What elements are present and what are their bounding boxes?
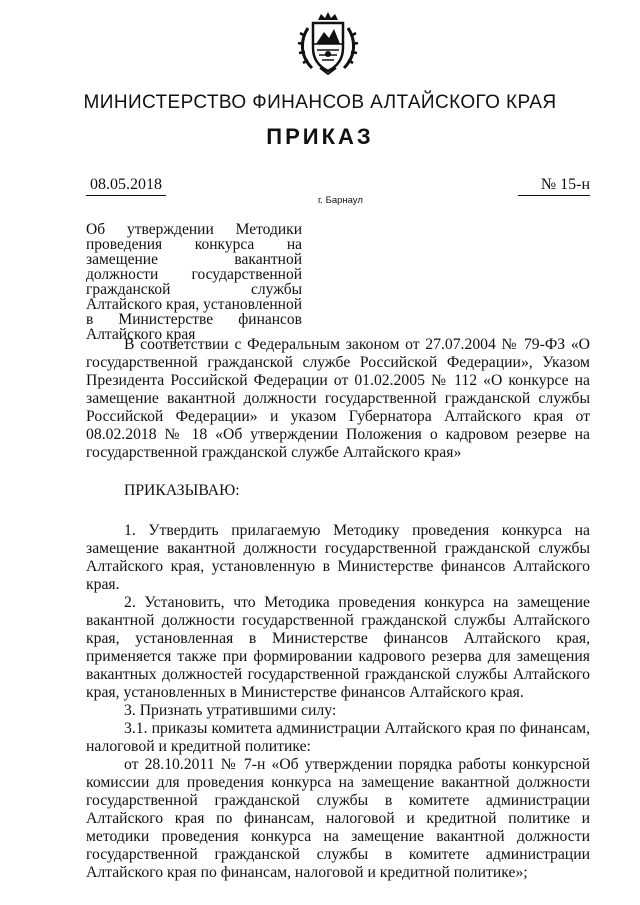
order-item-3-1: 3.1. приказы комитета администрации Алтайского края по финансам, налоговой и кредитной политике: [86, 720, 590, 755]
preamble-paragraph: В соответствии с Федеральным законом от 27.07.2004 № 79-ФЗ «О государственной гражданской службе Российской Федерации», Указом Президента Российской Федерации от 01.02.2005 № 112 «О конкурсе на замещение вакантной должности государственной гражданской службы Российской Федерации» и указом Губернатора Алтайского края от 08.02.2018 № 18 «Об утверждении Положения о кадровом резерве на государственной гражданской службе Алтайского края» [86, 336, 590, 461]
coat-of-arms-icon [296, 10, 360, 76]
order-item-2: 2. Установить, что Методика проведения конкурса на замещение вакантной должности государственной гражданской службы Алтайского края, установленная в Министерстве финансов Алтайского края, применяется также при формировании кадрового резерва для замещения вакантных должностей государственной гражданской службы Алтайского края, установленных в Министерстве финансов Алтайского края. [86, 594, 590, 701]
document-city: г. Барнаул [318, 195, 363, 206]
order-heading: ПРИКАЗЫВАЮ: [124, 482, 240, 499]
document-date: 08.05.2018 [86, 176, 166, 196]
order-item-1: 1. Утвердить прилагаемую Методику проведения конкурса на замещение вакантной должности государственной гражданской службы Алтайского края, установленную в Министерстве финансов Алтайского края. [86, 522, 590, 593]
document-number: № 15-н [518, 176, 590, 196]
order-item-3-1-a: от 28.10.2011 № 7-н «Об утверждении порядка работы конкурсной комиссии для проведения конкурса на замещение вакантной должности государственной гражданской службы в комитете администрации Алтайского края по финансам, налоговой и кредитной политике и методики проведения конкурса на замещение вакантной должности государственной гражданской службы в комитете администрации Алтайского края по финансам, налоговой и кредитной политике»; [86, 756, 590, 881]
ministry-name: МИНИСТЕРСТВО ФИНАНСОВ АЛТАЙСКОГО КРАЯ [83, 92, 557, 113]
document-type-title: ПРИКАЗ [266, 124, 374, 149]
document-body [86, 336, 590, 882]
order-item-3: 3. Признать утратившими силу: [124, 702, 337, 719]
document-subject: Об утверждении Методики проведения конкурса на замещение вакантной должности государственной гражданской службы Алтайского края, установленной в Министерстве финансов Алтайского края [86, 221, 302, 343]
